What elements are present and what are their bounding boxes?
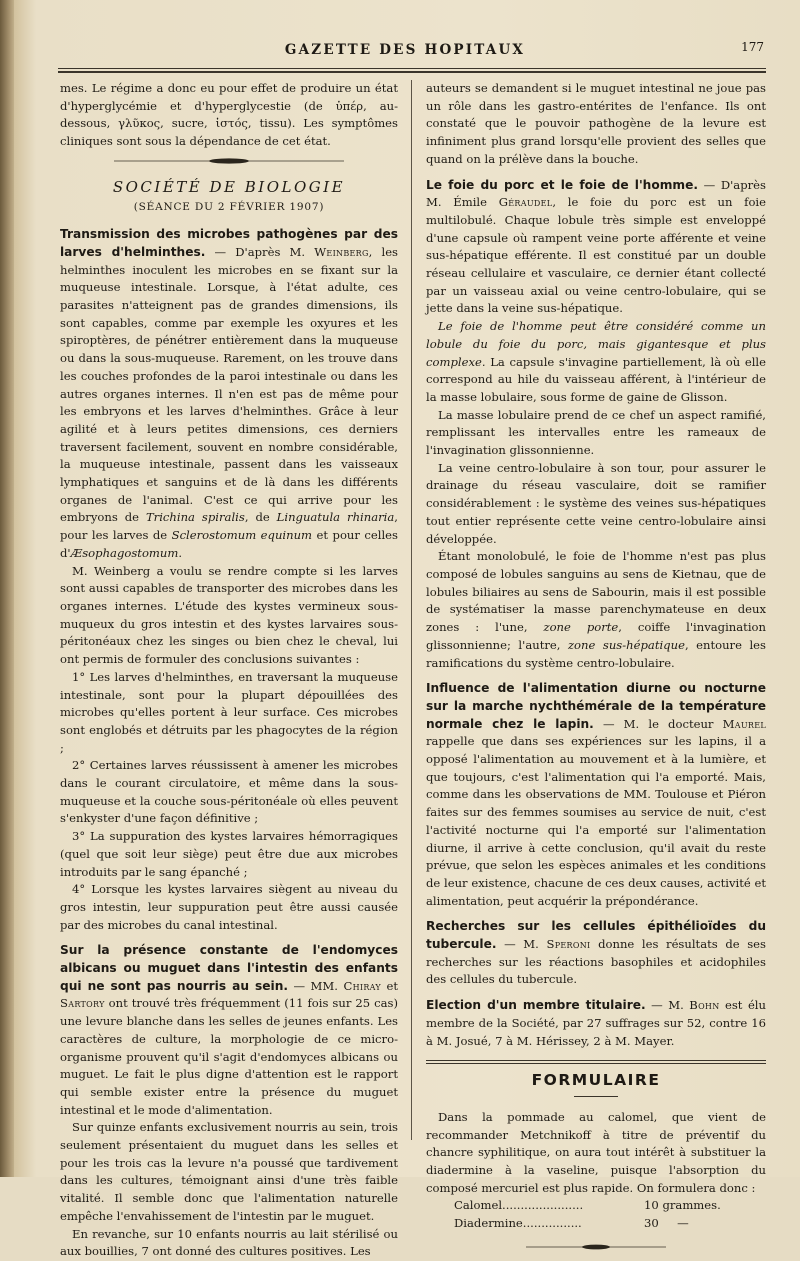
recipe-row: [454, 1197, 766, 1215]
formulaire-paragraph: Dans la pommade au calomel, que vient de recommander Metchnikoff à titre de préventif du chancre syphilitique, on aura tout intérêt à substituer la diadermine à la vaseline, puisque l'absorption du composé mercuriel est plus rapide. On formulera donc :: [426, 1109, 766, 1195]
ingredient-name: Diadermine: [454, 1216, 523, 1231]
leader-dots: ................: [522, 1216, 582, 1231]
ingredient-quantity: 10 grammes.: [644, 1198, 721, 1213]
conclusion-item: 3° La suppuration des kystes larvaires hémorragiques (quel que soit leur siège) peut être due aux microbes introduits par le sang épanché ;: [60, 829, 398, 879]
section-title: Recherches sur les cellules épithélioïdes du tubercule.: [426, 919, 766, 952]
text-run: — D'après M.: [205, 244, 315, 259]
right-column: [426, 80, 766, 1257]
paragraph: En revanche, sur 10 enfants nourris au lait stérilisé ou aux bouillies, 7 ont donné des cultures positives. Les: [60, 1226, 398, 1259]
short-divider: [574, 1096, 618, 1097]
text-run: , pour les larves de: [60, 510, 398, 543]
text-run: — M. le docteur: [593, 716, 723, 731]
recipe-ingredient: [454, 1197, 644, 1215]
text-run: , les helminthes inoculent les microbes en se fixant sur la muqueuse intestinale. Lorsque, à l'état adulte, ces parasites n'atteignent pas de grandes dimensions, ils sont capables, comme par exemple les oxyures et les spiroptères, de pénétrer entièrement dans la muqueuse ou dans la sous-muqueuse. Rarement, on les trouve dans les couches profondes de la paroi intestinale ou dans les autres organes internes. Il n'en est pas de même pour les embryons et les larves d'helminthes. Grâce à leur agilité et à leurs petites dimensions, ces derniers traversent facilement, souvent en nombre considérable, la muqueuse intestinale, passent dans les vaisseaux lymphatiques et sanguins et de là dans les différents organes de l'animal. C'est ce qui arrive pour les embryons de: [60, 244, 399, 525]
seance-date: (SÉANCE DU 2 FÉVRIER 1907): [133, 200, 325, 213]
section-title: Sur la présence constante de l'endomyces albicans ou muguet dans l'intestin des enfants qui ne sont pas nourris au sein.: [60, 943, 398, 993]
text-run: , le foie du porc est un foie multilobulé. Chaque lobule très simple est enveloppé d'une capsule où rampent veine porte afférente et veine sus-hépatique efférente. Il est constitué par un double réseau cellulaire et vasculaire, ce dernier étant collecté par un vaisseau axial ou veine centro-lobulaire, qui se jette dans la veine sus-hépatique.: [426, 195, 766, 316]
author-name: Weinberg: [314, 244, 369, 259]
section-election: [426, 997, 766, 1050]
text-run: donne les résultats de ses recherches sur les réactions basophiles et acidophiles des cellules du tubercule.: [426, 937, 766, 987]
text-run: est élu membre de la Société, par 27 suffrages sur 52, contre 16 à M. Josué, 7 à M. Hérissey, 2 à M. Mayer.: [426, 998, 766, 1048]
left-column: [60, 80, 398, 1261]
paragraph: La veine centro-lobulaire à son tour, pour assurer le drainage du réseau vasculaire, doit se ramifier considérablement : le système des veines sus-hépatiques tout entier représente cette veine centro-lobulaire ainsi développée.: [426, 460, 766, 546]
author-name: Maurel: [722, 716, 766, 731]
ornament-divider: [114, 157, 344, 165]
section-tubercule: [426, 918, 766, 989]
journal-title: GAZETTE DES HOPITAUX: [284, 42, 526, 58]
author-name: Géraudel: [498, 195, 553, 210]
header-rule: [58, 68, 766, 73]
recipe-row: [454, 1215, 766, 1233]
text-run: ont trouvé très fréquemment (11 fois sur 25 cas) une levure blanche dans les selles de jeunes enfants. Les caractères de culture, la morphologie de ce micro-organisme prouvent qu'il s'agit d'endomyces albicans ou muguet. Le fait le plus digne d'attention est le rapport qui semble exister entre la présence du muguet intestinal et le mode d'alimentation.: [60, 996, 398, 1117]
text-run: — M.: [645, 998, 690, 1013]
formulaire-heading: FORMULAIRE: [531, 1071, 661, 1090]
text-run: — MM.: [288, 978, 344, 993]
author-name: Chiray: [343, 978, 382, 993]
conclusion-item: 2° Certaines larves réussissent à amener les microbes dans le courant circulatoire, et même dans la sous-muqueuse et la couche sous-péritonéale où elles peuvent s'enkyster d'une façon définitive ;: [60, 758, 398, 826]
italic-term: Trichina spiralis: [145, 510, 245, 525]
paragraph: M. Weinberg a voulu se rendre compte si les larves sont aussi capables de transporter des microbes dans les organes internes. L'étude des kystes vermineux sous-muqueux du gros intestin et des kystes larvaires sous-péritonéaux chez les singes ou bien chez le cheval, lui ont permis de formuler des conclusions suivantes :: [60, 563, 398, 667]
formulaire-rule: [426, 1060, 766, 1064]
section-muguet: [60, 942, 398, 1119]
society-heading: SOCIÉTÉ DE BIOLOGIE: [112, 177, 346, 196]
section-helminthes: [60, 226, 398, 562]
section-title: Transmission des microbes pathogènes par des larves d'helminthes.: [60, 227, 398, 259]
italic-term: zone porte: [543, 620, 619, 635]
section-alimentation: [426, 680, 766, 910]
text-run: Étant monolobulé, le foie de l'homme n'est pas plus composé de lobules sanguins au sens de Kietnau, que de lobules biliaires au sens de Sabourin, mais il est possible de systématiser la masse parenchymateuse en deux zones : l'une,: [426, 549, 766, 635]
page-header: [40, 40, 770, 64]
text-run: et: [381, 978, 398, 993]
italic-term: Sclerostomum equinum: [171, 528, 313, 543]
ingredient-quantity: 30 —: [644, 1216, 689, 1231]
text-run: — D'après M. Émile: [426, 177, 766, 210]
paragraph: La masse lobulaire prend de ce chef un aspect ramifié, remplissant les intervalles entre les rameaux de l'invagination glissonnienne.: [426, 407, 766, 458]
text-run: , entoure les ramifications du système centro-lobulaire.: [426, 637, 766, 670]
section-title: Election d'un membre titulaire.: [426, 998, 646, 1013]
paragraph: [426, 318, 766, 407]
text-run: et pour celles d': [60, 528, 398, 560]
leader-dots: ......................: [502, 1198, 584, 1213]
text-run: — M.: [496, 937, 547, 952]
italic-term: Linguatula rhinaria: [276, 510, 395, 525]
section-title: Le foie du porc et le foie de l'homme.: [426, 177, 699, 192]
italic-term: Æsophagostomum: [70, 545, 179, 560]
paragraph: [426, 548, 766, 672]
text-run: , coiffe l'invagination glissonnienne; l'autre,: [426, 620, 766, 652]
author-name: Sartory: [60, 996, 105, 1011]
intro-paragraph: mes. Le régime a donc eu pour effet de produire un état d'hyperglycémie et d'hyperglycestie (de ὑπέρ, au-dessous, γλῦκος, sucre, ἱστός, tissu). Les symptômes cliniques sont sous la dépendance de cet état.: [60, 81, 398, 149]
author-name: Bohn: [689, 998, 720, 1013]
italic-statement: Le foie de l'homme peut être considéré comme un lobule du foie du porc, mais gigantesque et plus complexe.: [426, 319, 766, 369]
ingredient-name: Calomel: [454, 1198, 503, 1213]
conclusion-item: 1° Les larves d'helminthes, en traversant la muqueuse intestinale, sont pour la plupart dépouillées des microbes qu'elles portent à leur surface. Ces microbes sont englobés et détruits par les phagocytes de la région ;: [60, 669, 398, 755]
text-run: La capsule s'invagine partiellement, là où elle correspond au hile du vaisseau afférent, à l'intérieur de la masse lobulaire, sous forme de gaine de Glisson.: [426, 354, 766, 404]
recipe-ingredient: [454, 1215, 644, 1233]
author-name: Speroni: [546, 937, 591, 952]
italic-term: zone sus-hépatique: [567, 637, 685, 652]
text-run: , de: [244, 510, 277, 525]
ornament-divider: [526, 1243, 666, 1251]
column-separator: [411, 80, 412, 1140]
recipe-list: [454, 1197, 766, 1232]
conclusion-item: 4° Lorsque les kystes larvaires siègent au niveau du gros intestin, leur suppuration peut être aussi causée par des microbes du canal intestinal.: [60, 882, 398, 932]
paragraph: Sur quinze enfants exclusivement nourris au sein, trois seulement présentaient du muguet dans les selles et pour les trois cas la levure n'a poussé que tardivement dans les cultures, témoignant ainsi d'une très faible vitalité. Il semble donc que l'alimentation naturelle empêche l'envahissement de l'intestin par le muguet.: [60, 1120, 398, 1223]
paragraph: auteurs se demandent si le muguet intestinal ne joue pas un rôle dans les gastro-entérites de l'enfance. Ils ont constaté que le pouvoir pathogène de la levure est infiniment plus grand lorsqu'elle provient des selles que quand on la prélève dans la bouche.: [426, 81, 766, 166]
text-run: rappelle que dans ses expériences sur les lapins, il a opposé l'alimentation au mouvement et à la lumière, et que toujours, c'est l'alimentation qui l'a emporté. Mais, comme dans les observations de MM. Toulouse et Piéron faites sur des femmes soumises au service de nuit, c'est l'activité nocturne qui l'a emporté sur l'alimentation diurne, il arrive à cette conclusion, qu'il avait du reste prévue, que selon les espèces animales et les conditions de leur existence, chacune de ces deux causes, activité et alimentation, peut acquérir la prépondérance.: [426, 734, 766, 908]
page-number: 177: [741, 40, 764, 54]
section-foie: [426, 177, 766, 319]
section-title: Influence de l'alimentation diurne ou nocturne sur la marche nychthémérale de la température normale chez le lapin.: [426, 681, 766, 731]
text-run: .: [178, 545, 183, 560]
